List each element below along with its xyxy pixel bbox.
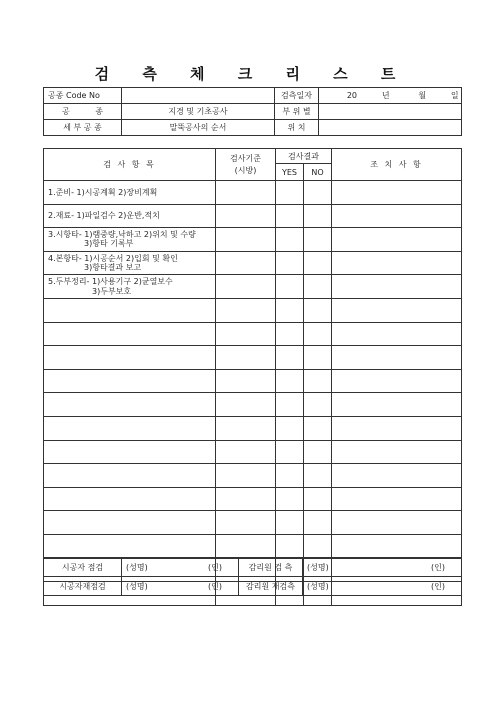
table-row	[44, 464, 462, 488]
header-criteria-line1: 검사기준	[230, 153, 261, 163]
date-year-unit: 년	[381, 91, 390, 100]
yes-cell[interactable]	[276, 275, 304, 299]
info-row-work-type	[44, 104, 462, 120]
no-cell[interactable]	[304, 511, 332, 535]
yes-cell[interactable]	[276, 228, 304, 252]
signature-right-name: (성명)	[307, 562, 329, 572]
table-row	[44, 511, 462, 535]
table-row	[44, 393, 462, 417]
signature-row	[44, 577, 462, 596]
table-row	[44, 275, 462, 299]
table-row	[44, 487, 462, 511]
item-cell	[44, 346, 216, 370]
yes-cell[interactable]	[276, 416, 304, 440]
signature-right-label: 감리원 검 측	[239, 558, 303, 577]
header-row-1	[44, 149, 462, 164]
item-cell	[44, 464, 216, 488]
action-cell[interactable]	[332, 181, 462, 205]
item-line1: 1.준비- 1)시공계획 2)장비계획	[48, 187, 158, 197]
header-criteria-line2: (시방)	[234, 165, 257, 175]
no-cell[interactable]	[304, 487, 332, 511]
date-label: 검측일자	[275, 88, 319, 104]
header-result: 검사결과	[276, 149, 332, 164]
work-type-label: 공 종	[44, 104, 122, 120]
yes-cell[interactable]	[276, 534, 304, 558]
action-cell[interactable]	[332, 511, 462, 535]
criteria-cell[interactable]	[216, 346, 276, 370]
signature-right-name: (성명)	[307, 581, 329, 591]
yes-cell[interactable]	[276, 204, 304, 228]
signature-left-name: (성명)	[126, 581, 148, 591]
table-row	[44, 322, 462, 346]
no-cell[interactable]	[304, 464, 332, 488]
item-cell	[44, 369, 216, 393]
yes-cell[interactable]	[276, 393, 304, 417]
item-line1: 2.재료- 1)파일검수 2)운반,적치	[48, 211, 160, 221]
item-line1: 3.시항타- 1)램중량,낙하고 2)위치 및 수량	[48, 229, 196, 239]
action-cell[interactable]	[332, 534, 462, 558]
yes-cell[interactable]	[276, 369, 304, 393]
table-row	[44, 251, 462, 275]
code-label: 공종 Code No	[44, 88, 122, 104]
item-line2: 3)두부보호	[92, 286, 132, 296]
criteria-cell[interactable]	[216, 228, 276, 252]
date-month-unit: 월	[418, 91, 427, 100]
signature-left-label: 시공자 점검	[44, 558, 122, 577]
location-label: 위 치	[275, 120, 319, 136]
action-cell[interactable]	[332, 393, 462, 417]
document-title: 검 측 체 크 리 스 트	[94, 65, 410, 83]
no-cell[interactable]	[304, 228, 332, 252]
no-cell[interactable]	[304, 204, 332, 228]
inspection-table	[43, 148, 462, 606]
yes-cell[interactable]	[276, 346, 304, 370]
item-line1: 5.두부정리- 1)사용기구 2)균열보수	[48, 277, 173, 287]
header-criteria	[216, 149, 276, 181]
date-day-unit: 일	[450, 91, 459, 100]
criteria-cell[interactable]	[216, 511, 276, 535]
table-row	[44, 181, 462, 205]
code-value[interactable]	[122, 88, 275, 104]
action-cell[interactable]	[332, 440, 462, 464]
table-row	[44, 228, 462, 252]
table-row	[44, 346, 462, 370]
header-yes: YES	[276, 164, 304, 181]
criteria-cell[interactable]	[216, 416, 276, 440]
item-line1: 4.본항타- 1)시공순서 2)입회 및 확인	[48, 253, 178, 263]
table-row	[44, 416, 462, 440]
criteria-cell[interactable]	[216, 534, 276, 558]
no-cell[interactable]	[304, 181, 332, 205]
action-cell[interactable]	[332, 416, 462, 440]
no-cell[interactable]	[304, 534, 332, 558]
yes-cell[interactable]	[276, 440, 304, 464]
header-action: 조 치 사 항	[332, 149, 462, 181]
signature-right-stamp: (인)	[431, 562, 445, 572]
action-cell[interactable]	[332, 487, 462, 511]
table-row	[44, 298, 462, 322]
signature-left-stamp: (인)	[208, 562, 222, 572]
item-line2: 3)항타 기록부	[84, 239, 134, 249]
signature-left-stamp: (인)	[208, 581, 222, 591]
detail-label: 세 부 공 종	[44, 120, 122, 136]
criteria-cell[interactable]	[216, 393, 276, 417]
item-cell	[44, 511, 216, 535]
item-cell	[44, 251, 216, 275]
criteria-cell[interactable]	[216, 204, 276, 228]
item-rows	[44, 181, 462, 606]
yes-cell[interactable]	[276, 511, 304, 535]
item-cell	[44, 204, 216, 228]
no-cell[interactable]	[304, 298, 332, 322]
criteria-cell[interactable]	[216, 322, 276, 346]
criteria-cell[interactable]	[216, 275, 276, 299]
no-cell[interactable]	[304, 346, 332, 370]
table-row	[44, 369, 462, 393]
item-cell	[44, 275, 216, 299]
part-label: 부 위 별	[275, 104, 319, 120]
no-cell[interactable]	[304, 369, 332, 393]
item-cell	[44, 487, 216, 511]
action-cell[interactable]	[332, 275, 462, 299]
item-cell	[44, 534, 216, 558]
criteria-cell[interactable]	[216, 487, 276, 511]
no-cell[interactable]	[304, 251, 332, 275]
item-cell	[44, 393, 216, 417]
criteria-cell[interactable]	[216, 181, 276, 205]
no-cell[interactable]	[304, 275, 332, 299]
action-cell[interactable]	[332, 346, 462, 370]
criteria-cell[interactable]	[216, 369, 276, 393]
item-cell	[44, 228, 216, 252]
yes-cell[interactable]	[276, 464, 304, 488]
signature-right-field[interactable]	[303, 577, 462, 596]
item-cell	[44, 322, 216, 346]
table-row	[44, 204, 462, 228]
yes-cell[interactable]	[276, 251, 304, 275]
part-value[interactable]	[319, 104, 462, 120]
info-row-code	[44, 88, 462, 104]
header-items: 검 사 항 목	[44, 149, 216, 181]
criteria-cell[interactable]	[216, 464, 276, 488]
info-table	[43, 87, 462, 136]
criteria-cell[interactable]	[216, 251, 276, 275]
signature-right-label: 감리원 재검측	[239, 577, 303, 596]
action-cell[interactable]	[332, 204, 462, 228]
action-cell[interactable]	[332, 464, 462, 488]
action-cell[interactable]	[332, 251, 462, 275]
table-row	[44, 440, 462, 464]
date-year: 20	[346, 91, 357, 100]
header-no: NO	[304, 164, 332, 181]
action-cell[interactable]	[332, 298, 462, 322]
action-cell[interactable]	[332, 228, 462, 252]
criteria-cell[interactable]	[216, 298, 276, 322]
criteria-cell[interactable]	[216, 440, 276, 464]
item-line2: 3)항타결과 보고	[84, 263, 142, 273]
location-value[interactable]	[319, 120, 462, 136]
signature-right-field[interactable]	[303, 558, 462, 577]
work-type-value[interactable]: 지경 및 기초공사	[122, 104, 275, 120]
yes-cell[interactable]	[276, 298, 304, 322]
action-cell[interactable]	[332, 369, 462, 393]
info-row-detail	[44, 120, 462, 136]
no-cell[interactable]	[304, 322, 332, 346]
detail-value[interactable]: 말뚝공사의 순서	[122, 120, 275, 136]
no-cell[interactable]	[304, 416, 332, 440]
yes-cell[interactable]	[276, 487, 304, 511]
signature-left-field[interactable]	[122, 577, 239, 596]
yes-cell[interactable]	[276, 322, 304, 346]
no-cell[interactable]	[304, 393, 332, 417]
item-cell	[44, 298, 216, 322]
signature-left-field[interactable]	[122, 558, 239, 577]
item-cell	[44, 416, 216, 440]
yes-cell[interactable]	[276, 181, 304, 205]
action-cell[interactable]	[332, 322, 462, 346]
signature-table	[43, 557, 462, 596]
signature-left-label: 시공자재점검	[44, 577, 122, 596]
signature-left-name: (성명)	[126, 562, 148, 572]
signature-right-stamp: (인)	[431, 581, 445, 591]
no-cell[interactable]	[304, 440, 332, 464]
signature-row	[44, 558, 462, 577]
table-row	[44, 534, 462, 558]
date-value[interactable]	[319, 88, 462, 104]
item-cell	[44, 440, 216, 464]
item-cell	[44, 181, 216, 205]
